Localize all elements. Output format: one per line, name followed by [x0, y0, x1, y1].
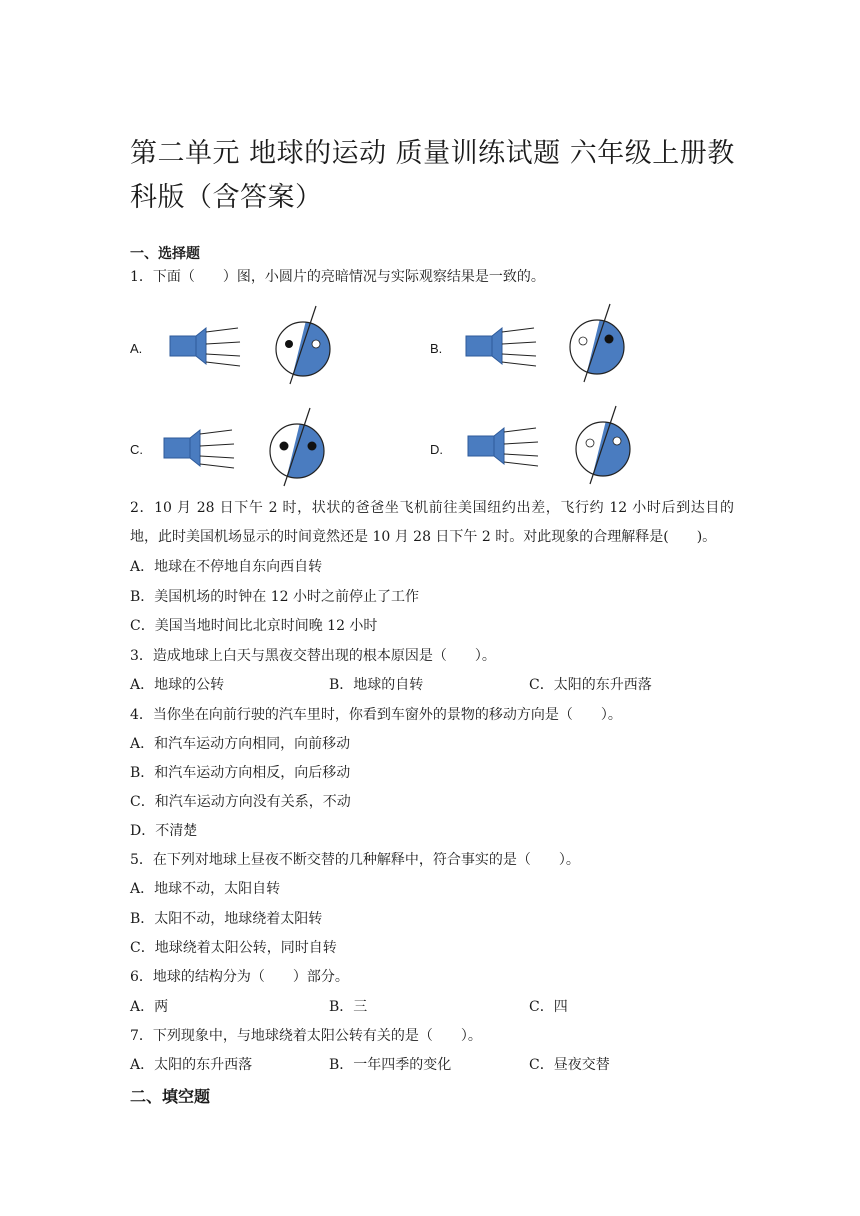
q1-option-c-label: C.	[130, 442, 143, 457]
q2-option-a: A．地球在不停地自东向西自转	[130, 559, 323, 575]
flashlight-icon	[466, 420, 546, 470]
q3-option-b: B．地球的自转	[329, 677, 424, 693]
q6-option-a: A．两	[130, 999, 169, 1015]
q4-option-c: C．和汽车运动方向没有关系，不动	[130, 794, 351, 810]
question-5-stem: 5．在下列对地球上昼夜不断交替的几种解释中，符合事实的是（ ）。	[130, 852, 580, 868]
q4-option-a: A．和汽车运动方向相同，向前移动	[130, 736, 351, 752]
question-2-stem: 2．10 月 28 日下午 2 时，状状的爸爸坐飞机前往美国纽约出差，飞行约 12 小时后到达目的地，此时美国机场显示的时间竟然还是 10 月 28 日下午 2 时。对此现象的合理解释是( )。	[130, 500, 734, 545]
q1-option-d-label: D.	[430, 442, 443, 457]
q5-option-a: A．地球不动，太阳自转	[130, 881, 281, 897]
q1-option-b-label: B.	[430, 341, 443, 356]
flashlight-icon	[464, 320, 544, 370]
flashlight-icon	[168, 320, 248, 370]
q3-option-c: C．太阳的东升西落	[529, 677, 652, 693]
q5-option-b: B．太阳不动，地球绕着太阳转	[130, 911, 323, 927]
section-heading-choice: 一、选择题	[130, 246, 200, 262]
q5-option-c: C．地球绕着太阳公转，同时自转	[130, 940, 337, 956]
q7-option-a: A．太阳的东升西落	[130, 1057, 253, 1073]
q4-option-b: B．和汽车运动方向相反，向后移动	[130, 765, 351, 781]
question-1-stem: 1．下面（ ）图，小圆片的亮暗情况与实际观察结果是一致的。	[130, 269, 545, 285]
globe-day-night-icon	[568, 404, 638, 486]
question-6-stem: 6．地球的结构分为（ ）部分。	[130, 969, 349, 985]
page-title: 第二单元 地球的运动 质量训练试题 六年级上册教科版（含答案）	[130, 138, 735, 213]
q4-option-d: D．不清楚	[130, 823, 198, 839]
q1-option-a-label: A.	[130, 341, 143, 356]
q7-option-c: C．昼夜交替	[529, 1057, 610, 1073]
globe-day-night-icon	[262, 406, 332, 488]
section-heading-fill: 二、填空题	[130, 1087, 211, 1106]
question-3-stem: 3．造成地球上白天与黑夜交替出现的根本原因是（ ）。	[130, 648, 496, 664]
q2-option-c: C．美国当地时间比北京时间晚 12 小时	[130, 618, 378, 634]
flashlight-icon	[162, 422, 242, 472]
q6-option-c: C．四	[529, 999, 568, 1015]
q6-option-b: B．三	[329, 999, 368, 1015]
question-7-stem: 7．下列现象中，与地球绕着太阳公转有关的是（ ）。	[130, 1028, 482, 1044]
q2-option-b: B．美国机场的时钟在 12 小时之前停止了工作	[130, 589, 420, 605]
globe-day-night-icon	[562, 302, 632, 384]
q3-option-a: A．地球的公转	[130, 677, 225, 693]
globe-day-night-icon	[268, 304, 338, 386]
q7-option-b: B．一年四季的变化	[329, 1057, 452, 1073]
question-4-stem: 4．当你坐在向前行驶的汽车里时，你看到车窗外的景物的移动方向是（ ）。	[130, 707, 622, 723]
